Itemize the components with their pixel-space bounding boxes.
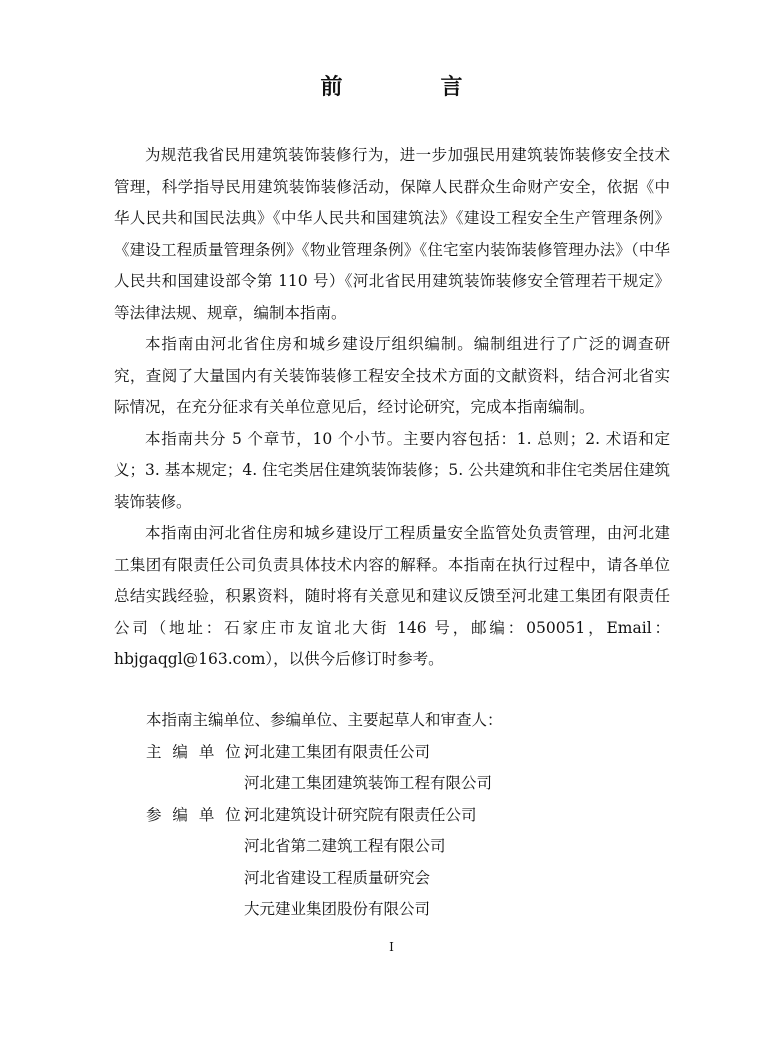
page-number: I [389, 940, 394, 954]
participating-unit: 大元建业集团股份有限公司 [244, 900, 431, 918]
preface-paragraph-4: 本指南由河北省住房和城乡建设厅工程质量安全监管处负责管理，由河北建工集团有限责任公司负责具体技术内容的解释。本指南在执行过程中，请各单位总结实践经验，积累资料，随时将有关意见和建议反馈至河北建工集团有限责任公司（地址：石家庄市友谊北大街 146 号，邮编：050051，Email：hbjgaqgl@163.com），以供今后修订时参考。 [114, 524, 670, 668]
preface-paragraph-3: 本指南共分 5 个章节，10 个小节。主要内容包括：1. 总则；2. 术语和定义；3. 基本规定；4. 住宅类居住建筑装饰装修；5. 公共建筑和非住宅类居住建筑装饰装修。 [114, 429, 670, 511]
participating-unit: 河北建筑设计研究院有限责任公司 [244, 805, 477, 824]
page-title: 前 言 [320, 74, 501, 100]
participating-unit: 河北省建设工程质量研究会 [244, 868, 431, 887]
participating-label: 参 编 单 位： [146, 805, 263, 824]
chief-editor-unit: 河北建工集团建筑装饰工程有限公司 [244, 774, 493, 792]
chief-editor-unit: 河北建工集团有限责任公司 [244, 742, 431, 761]
preface-paragraph-1: 为规范我省民用建筑装饰装修行为，进一步加强民用建筑装饰装修安全技术管理，科学指导民用建筑装饰装修活动，保障人民群众生命财产安全，依据《中华人民共和国民法典》《中华人民共和国建筑法》《建设工程安全生产管理条例》《建设工程质量管理条例》《物业管理条例》《住宅室内装饰装修管理办法》（中华人民共和国建设部令第 110 号）《河北省民用建筑装饰装修安全管理若干规定》等法律法规、规章，编制本指南。 [114, 146, 670, 322]
participating-group [146, 800, 503, 926]
participating-list [244, 800, 477, 926]
participating-unit: 河北省第二建筑工程有限公司 [244, 837, 446, 855]
units-section [146, 705, 503, 926]
units-intro: 本指南主编单位、参编单位、主要起草人和审查人： [146, 711, 503, 729]
chief-editor-label: 主 编 单 位： [146, 742, 263, 761]
chief-editor-list [244, 737, 492, 800]
preface-paragraph-2: 本指南由河北省住房和城乡建设厅组织编制。编制组进行了广泛的调查研究，查阅了大量国内有关装饰装修工程安全技术方面的文献资料，结合河北省实际情况，在充分征求有关单位意见后，经讨论研究，完成本指南编制。 [114, 335, 670, 416]
chief-editor-group [146, 737, 503, 800]
preface-body [114, 140, 670, 676]
